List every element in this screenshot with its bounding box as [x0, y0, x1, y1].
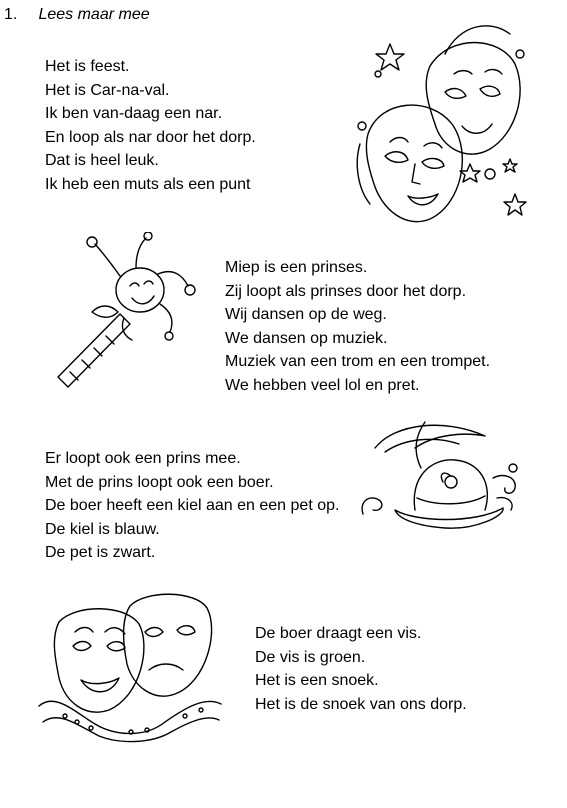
exercise-number: 1.: [4, 6, 18, 23]
stanza-line: Het is de snoek van ons dorp.: [255, 695, 467, 713]
stanza-line: Met de prins loopt ook een boer.: [45, 473, 274, 491]
stanza-line: Ik heb een muts als een punt: [45, 175, 251, 193]
exercise-title: Lees maar mee: [38, 6, 150, 23]
jester-scepter-illustration: [40, 232, 200, 392]
stanza-line: We hebben veel lol en pret.: [225, 376, 420, 394]
stanza-line: Er loopt ook een prins mee.: [45, 450, 241, 467]
stanza-line: Het is een snoek.: [255, 672, 379, 690]
stanza-line: Ik ben van-daag een nar.: [45, 105, 223, 123]
stanza-1: [45, 55, 256, 197]
stanza-line: Het is Car-na-val.: [45, 81, 170, 99]
stanza-line: En loop als nar door het dorp.: [45, 128, 256, 146]
stanza-line: De boer draagt een vis.: [255, 625, 422, 642]
stanza-line: Wij dansen op de weg.: [225, 306, 387, 324]
stanza-line: Het is feest.: [45, 58, 130, 75]
theatre-masks-illustration: [35, 586, 225, 746]
stanza-line: De pet is zwart.: [45, 544, 156, 562]
stanza-line: De vis is groen.: [255, 648, 366, 666]
stanza-4: [255, 622, 467, 716]
stanza-2: [225, 256, 490, 398]
stanza-line: De kiel is blauw.: [45, 520, 160, 538]
carnival-hat-illustration: [355, 418, 525, 533]
stanza-line: Muziek van een trom en een trompet.: [225, 353, 491, 371]
exercise-header: [4, 6, 150, 24]
stanza-line: Miep is een prinses.: [225, 259, 368, 276]
stanza-3: [45, 447, 339, 565]
stanza-line: We dansen op muziek.: [225, 329, 388, 347]
stanza-line: Dat is heel leuk.: [45, 152, 159, 170]
carnival-masks-illustration: [350, 14, 530, 234]
stanza-line: Zij loopt als prinses door het dorp.: [225, 282, 467, 300]
stanza-line: De boer heeft een kiel aan en een pet op.: [45, 497, 340, 515]
